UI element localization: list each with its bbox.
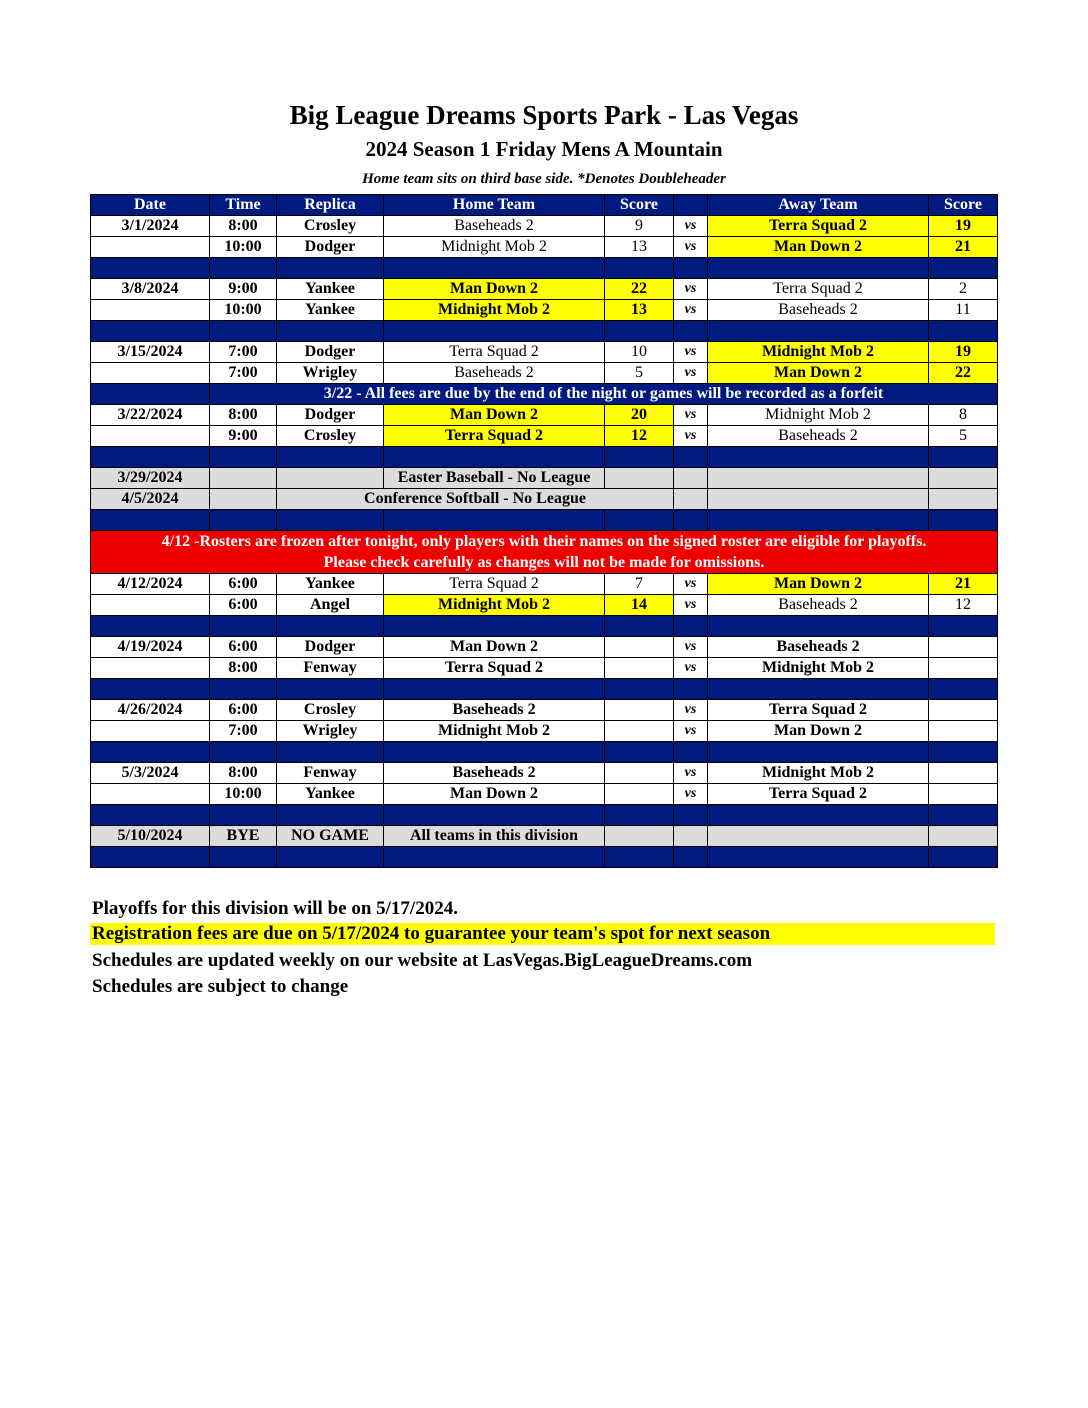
game-row (91, 784, 998, 805)
page-title: Big League Dreams Sports Park - Las Vegas (289, 100, 799, 130)
separator-cell (210, 847, 277, 868)
date-cell: 4/26/2024 (91, 700, 210, 721)
registration-note: Registration fees are due on 5/17/2024 to guarantee your team's spot for next season (90, 923, 995, 945)
time-cell: 7:00 (210, 363, 277, 384)
game-row (91, 700, 998, 721)
separator-cell (929, 679, 998, 700)
field-cell: Dodger (277, 637, 384, 658)
time-cell: 7:00 (210, 342, 277, 363)
schedule-table (90, 194, 998, 868)
home-score-cell (605, 700, 674, 721)
separator-cell (674, 805, 708, 826)
field-cell: Yankee (277, 300, 384, 321)
away-team-cell: Baseheads 2 (708, 595, 929, 616)
field-cell: NO GAME (277, 826, 384, 847)
blank-cell (674, 489, 708, 510)
website-note: Schedules are updated weekly on our website at LasVegas.BigLeagueDreams.com (92, 950, 753, 971)
time-cell: 10:00 (210, 237, 277, 258)
separator-cell (708, 258, 929, 279)
separator-cell (605, 321, 674, 342)
date-cell: 4/5/2024 (91, 489, 210, 510)
home-team-cell: Baseheads 2 (384, 763, 605, 784)
game-row (91, 342, 998, 363)
time-cell: 9:00 (210, 426, 277, 447)
field-cell: Yankee (277, 279, 384, 300)
no-league-row (91, 826, 998, 847)
away-score-cell (929, 658, 998, 679)
column-header-replica: Replica (277, 195, 384, 216)
vs-cell: vs (674, 300, 708, 321)
vs-cell: vs (674, 216, 708, 237)
game-row (91, 595, 998, 616)
separator-cell (929, 847, 998, 868)
field-cell: Yankee (277, 574, 384, 595)
home-score-cell: 10 (605, 342, 674, 363)
time-cell: 7:00 (210, 721, 277, 742)
notice-blank-cell (91, 384, 210, 405)
blank-cell (674, 826, 708, 847)
away-team-cell: Terra Squad 2 (708, 216, 929, 237)
away-team-cell: Man Down 2 (708, 721, 929, 742)
separator-cell (674, 258, 708, 279)
home-team-cell: Man Down 2 (384, 279, 605, 300)
blank-cell (605, 468, 674, 489)
date-cell (91, 784, 210, 805)
date-cell (91, 363, 210, 384)
game-row (91, 721, 998, 742)
roster-alert-cell (91, 531, 998, 574)
separator-cell (210, 616, 277, 637)
vs-cell: vs (674, 405, 708, 426)
vs-cell: vs (674, 426, 708, 447)
time-cell: 8:00 (210, 405, 277, 426)
time-cell (210, 468, 277, 489)
date-cell: 3/22/2024 (91, 405, 210, 426)
event-cell: Conference Softball - No League (277, 489, 674, 510)
separator-row (91, 258, 998, 279)
away-team-cell: Baseheads 2 (708, 637, 929, 658)
separator-cell (605, 742, 674, 763)
blank-cell (605, 826, 674, 847)
vs-cell: vs (674, 363, 708, 384)
game-row (91, 658, 998, 679)
date-cell: 3/29/2024 (91, 468, 210, 489)
separator-cell (91, 510, 210, 531)
date-cell: 3/1/2024 (91, 216, 210, 237)
separator-cell (929, 805, 998, 826)
date-cell (91, 721, 210, 742)
field-cell: Crosley (277, 216, 384, 237)
vs-cell: vs (674, 595, 708, 616)
separator-row (91, 679, 998, 700)
field-cell: Dodger (277, 237, 384, 258)
separator-cell (277, 510, 384, 531)
home-score-cell (605, 637, 674, 658)
away-score-cell: 12 (929, 595, 998, 616)
separator-cell (708, 616, 929, 637)
vs-cell: vs (674, 700, 708, 721)
home-score-cell (605, 658, 674, 679)
home-team-cell: Baseheads 2 (384, 363, 605, 384)
away-team-cell: Baseheads 2 (708, 426, 929, 447)
away-team-cell: Man Down 2 (708, 574, 929, 595)
separator-cell (277, 258, 384, 279)
separator-cell (708, 847, 929, 868)
separator-cell (210, 805, 277, 826)
separator-cell (91, 805, 210, 826)
separator-cell (605, 447, 674, 468)
separator-cell (277, 616, 384, 637)
separator-cell (929, 447, 998, 468)
home-team-cell: Midnight Mob 2 (384, 237, 605, 258)
vs-cell: vs (674, 784, 708, 805)
away-team-cell: Terra Squad 2 (708, 700, 929, 721)
vs-cell: vs (674, 721, 708, 742)
separator-row (91, 321, 998, 342)
away-team-cell: Terra Squad 2 (708, 784, 929, 805)
column-header-vs (674, 195, 708, 216)
field-cell: Dodger (277, 405, 384, 426)
home-score-cell: 7 (605, 574, 674, 595)
separator-cell (708, 510, 929, 531)
separator-cell (91, 679, 210, 700)
separator-cell (384, 742, 605, 763)
game-row (91, 363, 998, 384)
game-row (91, 300, 998, 321)
time-cell: 10:00 (210, 300, 277, 321)
separator-cell (929, 510, 998, 531)
time-cell: BYE (210, 826, 277, 847)
game-row (91, 216, 998, 237)
away-score-cell: 2 (929, 279, 998, 300)
blank-cell (929, 468, 998, 489)
home-score-cell: 14 (605, 595, 674, 616)
time-cell: 10:00 (210, 784, 277, 805)
separator-cell (605, 258, 674, 279)
change-note: Schedules are subject to change (92, 976, 349, 997)
roster-alert-row (91, 531, 998, 574)
separator-cell (277, 447, 384, 468)
separator-cell (708, 321, 929, 342)
page-subtitle: 2024 Season 1 Friday Mens A Mountain (365, 137, 723, 161)
separator-cell (384, 679, 605, 700)
away-score-cell: 22 (929, 363, 998, 384)
date-cell: 3/8/2024 (91, 279, 210, 300)
separator-cell (929, 616, 998, 637)
home-score-cell: 20 (605, 405, 674, 426)
separator-cell (384, 447, 605, 468)
date-cell: 4/12/2024 (91, 574, 210, 595)
separator-cell (708, 679, 929, 700)
home-score-cell: 9 (605, 216, 674, 237)
home-team-cell: Midnight Mob 2 (384, 300, 605, 321)
separator-cell (605, 679, 674, 700)
separator-cell (210, 447, 277, 468)
date-cell (91, 300, 210, 321)
field-cell: Angel (277, 595, 384, 616)
time-cell: 6:00 (210, 700, 277, 721)
separator-row (91, 616, 998, 637)
home-score-cell (605, 784, 674, 805)
separator-cell (91, 616, 210, 637)
separator-cell (708, 805, 929, 826)
away-score-cell: 19 (929, 216, 998, 237)
game-row (91, 405, 998, 426)
away-score-cell: 5 (929, 426, 998, 447)
roster-alert-line-1: 4/12 -Rosters are frozen after tonight, only players with their names on the signed roster are eligible for playoffs. (161, 533, 927, 550)
column-header-away-team: Away Team (708, 195, 929, 216)
date-cell: 3/15/2024 (91, 342, 210, 363)
playoffs-note: Playoffs for this division will be on 5/17/2024. (92, 898, 458, 919)
home-score-cell (605, 763, 674, 784)
time-cell: 6:00 (210, 637, 277, 658)
away-score-cell (929, 784, 998, 805)
separator-cell (210, 510, 277, 531)
home-team-cell: Baseheads 2 (384, 700, 605, 721)
home-team-cell: Terra Squad 2 (384, 574, 605, 595)
away-team-cell: Midnight Mob 2 (708, 763, 929, 784)
separator-cell (708, 447, 929, 468)
separator-cell (210, 258, 277, 279)
separator-cell (674, 616, 708, 637)
home-team-cell: Terra Squad 2 (384, 342, 605, 363)
column-header-home-score: Score (605, 195, 674, 216)
vs-cell: vs (674, 237, 708, 258)
time-cell: 8:00 (210, 216, 277, 237)
home-team-cell: Baseheads 2 (384, 216, 605, 237)
date-cell (91, 595, 210, 616)
time-cell: 8:00 (210, 658, 277, 679)
separator-cell (91, 847, 210, 868)
column-header-date: Date (91, 195, 210, 216)
separator-cell (277, 805, 384, 826)
blank-cell (708, 489, 929, 510)
home-team-cell: Man Down 2 (384, 784, 605, 805)
away-score-cell: 21 (929, 574, 998, 595)
separator-cell (277, 679, 384, 700)
date-cell: 5/10/2024 (91, 826, 210, 847)
separator-cell (210, 742, 277, 763)
separator-row (91, 805, 998, 826)
away-team-cell: Terra Squad 2 (708, 279, 929, 300)
separator-row (91, 510, 998, 531)
separator-cell (384, 510, 605, 531)
away-score-cell (929, 637, 998, 658)
separator-cell (91, 742, 210, 763)
schedule-note: Home team sits on third base side. *Denotes Doubleheader (362, 171, 726, 187)
separator-cell (674, 321, 708, 342)
date-cell: 5/3/2024 (91, 763, 210, 784)
blank-cell (674, 468, 708, 489)
separator-cell (91, 321, 210, 342)
game-row (91, 574, 998, 595)
time-cell: 9:00 (210, 279, 277, 300)
vs-cell: vs (674, 279, 708, 300)
column-header-time: Time (210, 195, 277, 216)
vs-cell: vs (674, 763, 708, 784)
blank-cell (929, 826, 998, 847)
field-cell: Fenway (277, 763, 384, 784)
field-cell: Crosley (277, 426, 384, 447)
home-team-cell: Terra Squad 2 (384, 426, 605, 447)
fee-notice-text: 3/22 - All fees are due by the end of the night or games will be recorded as a forfeit (210, 384, 998, 405)
column-header-away-score: Score (929, 195, 998, 216)
separator-row (91, 742, 998, 763)
away-score-cell: 11 (929, 300, 998, 321)
fee-notice-row (91, 384, 998, 405)
separator-cell (210, 679, 277, 700)
date-cell (91, 237, 210, 258)
separator-cell (384, 321, 605, 342)
away-team-cell: Baseheads 2 (708, 300, 929, 321)
home-team-cell: Man Down 2 (384, 637, 605, 658)
separator-cell (91, 447, 210, 468)
away-team-cell: Man Down 2 (708, 363, 929, 384)
field-cell (277, 468, 384, 489)
home-score-cell: 13 (605, 300, 674, 321)
separator-cell (674, 510, 708, 531)
field-cell: Crosley (277, 700, 384, 721)
separator-cell (605, 847, 674, 868)
separator-cell (929, 742, 998, 763)
time-cell: 6:00 (210, 574, 277, 595)
table-header-row (91, 195, 998, 216)
away-score-cell (929, 700, 998, 721)
separator-cell (384, 847, 605, 868)
no-league-row (91, 468, 998, 489)
away-team-cell: Midnight Mob 2 (708, 342, 929, 363)
away-score-cell: 21 (929, 237, 998, 258)
date-cell (91, 658, 210, 679)
away-team-cell: Man Down 2 (708, 237, 929, 258)
separator-cell (384, 805, 605, 826)
field-cell: Fenway (277, 658, 384, 679)
event-cell: Easter Baseball - No League (384, 468, 605, 489)
away-score-cell (929, 763, 998, 784)
separator-cell (605, 805, 674, 826)
separator-row (91, 847, 998, 868)
no-league-row (91, 489, 998, 510)
separator-cell (91, 258, 210, 279)
column-header-home-team: Home Team (384, 195, 605, 216)
game-row (91, 426, 998, 447)
game-row (91, 237, 998, 258)
vs-cell: vs (674, 658, 708, 679)
event-cell: All teams in this division (384, 826, 605, 847)
separator-row (91, 447, 998, 468)
home-score-cell: 12 (605, 426, 674, 447)
away-score-cell: 19 (929, 342, 998, 363)
home-score-cell: 13 (605, 237, 674, 258)
separator-cell (384, 258, 605, 279)
home-score-cell (605, 721, 674, 742)
home-score-cell: 22 (605, 279, 674, 300)
separator-cell (708, 742, 929, 763)
game-row (91, 763, 998, 784)
away-score-cell (929, 721, 998, 742)
blank-cell (708, 468, 929, 489)
home-team-cell: Man Down 2 (384, 405, 605, 426)
vs-cell: vs (674, 574, 708, 595)
vs-cell: vs (674, 342, 708, 363)
blank-cell (210, 489, 277, 510)
blank-cell (708, 826, 929, 847)
separator-cell (605, 616, 674, 637)
field-cell: Dodger (277, 342, 384, 363)
separator-cell (277, 847, 384, 868)
separator-cell (384, 616, 605, 637)
time-cell: 8:00 (210, 763, 277, 784)
separator-cell (277, 321, 384, 342)
game-row (91, 637, 998, 658)
blank-cell (929, 489, 998, 510)
field-cell: Wrigley (277, 721, 384, 742)
time-cell: 6:00 (210, 595, 277, 616)
home-team-cell: Midnight Mob 2 (384, 721, 605, 742)
separator-cell (605, 510, 674, 531)
separator-cell (674, 447, 708, 468)
separator-cell (674, 679, 708, 700)
home-score-cell: 5 (605, 363, 674, 384)
separator-cell (929, 321, 998, 342)
separator-cell (674, 847, 708, 868)
field-cell: Wrigley (277, 363, 384, 384)
date-cell: 4/19/2024 (91, 637, 210, 658)
vs-cell: vs (674, 637, 708, 658)
roster-alert-line-2: Please check carefully as changes will not be made for omissions. (323, 554, 765, 571)
home-team-cell: Midnight Mob 2 (384, 595, 605, 616)
away-team-cell: Midnight Mob 2 (708, 405, 929, 426)
field-cell: Yankee (277, 784, 384, 805)
away-team-cell: Midnight Mob 2 (708, 658, 929, 679)
away-score-cell: 8 (929, 405, 998, 426)
separator-cell (210, 321, 277, 342)
separator-cell (277, 742, 384, 763)
separator-cell (674, 742, 708, 763)
schedule-body (91, 195, 998, 868)
game-row (91, 279, 998, 300)
home-team-cell: Terra Squad 2 (384, 658, 605, 679)
date-cell (91, 426, 210, 447)
separator-cell (929, 258, 998, 279)
